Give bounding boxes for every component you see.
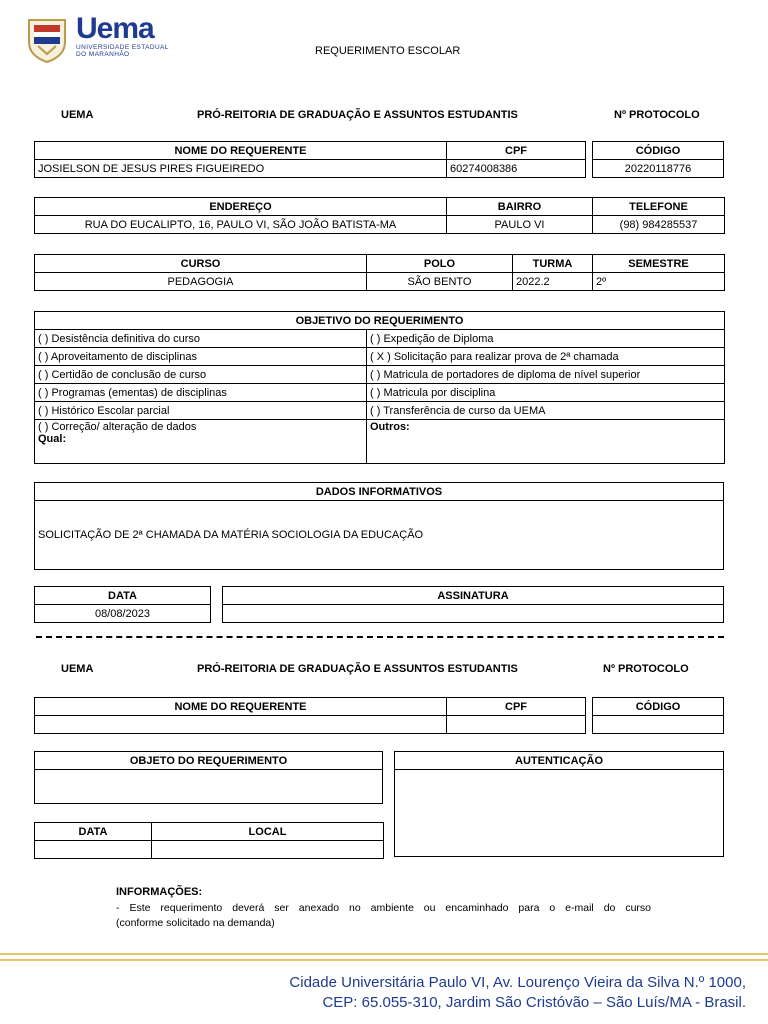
data-header: DATA — [35, 587, 211, 605]
header-protocol: Nº PROTOCOLO — [614, 109, 700, 121]
document-title: REQUERIMENTO ESCOLAR — [315, 45, 461, 57]
option-transferencia[interactable]: ( ) Transferência de curso da UEMA — [367, 402, 725, 420]
bairro-header: BAIRRO — [447, 198, 593, 216]
university-logo — [76, 14, 169, 58]
semestre-header: SEMESTRE — [593, 255, 725, 273]
option-certidao[interactable]: ( ) Certidão de conclusão de curso — [35, 366, 367, 384]
telefone-header: TELEFONE — [593, 198, 725, 216]
codigo-value[interactable]: 20220118776 — [593, 160, 724, 178]
option-programas[interactable]: ( ) Programas (ementas) de disciplinas — [35, 384, 367, 402]
data-value[interactable]: 08/08/2023 — [35, 605, 211, 623]
stub-cpf-value[interactable] — [447, 716, 586, 734]
curso-value[interactable]: PEDAGOGIA — [35, 273, 367, 291]
stub-header-protocol: Nº PROTOCOLO — [603, 663, 689, 675]
dados-text[interactable]: SOLICITAÇÃO DE 2ª CHAMADA DA MATÉRIA SOCIOLOGIA DA EDUCAÇÃO — [35, 501, 724, 570]
stub-cpf-header: CPF — [447, 698, 586, 716]
option-correcao-cell[interactable] — [35, 420, 367, 464]
requerente-table — [34, 141, 586, 178]
footer-divider-bottom — [0, 959, 768, 961]
stub-objeto-table — [34, 751, 383, 804]
outros-label[interactable]: Outros: — [367, 420, 725, 464]
info-line-2: (conforme solicitado na demanda) — [116, 917, 275, 929]
assinatura-value[interactable] — [223, 605, 724, 623]
logo-subtitle-2: DO MARANHÃO — [76, 51, 130, 58]
stub-data-local-table — [34, 822, 384, 859]
codigo-header: CÓDIGO — [593, 142, 724, 160]
stub-nome-header: NOME DO REQUERENTE — [35, 698, 447, 716]
footer-address — [289, 973, 746, 1013]
option-aproveitamento[interactable]: ( ) Aproveitamento de disciplinas — [35, 348, 367, 366]
endereco-table — [34, 197, 725, 234]
endereco-header: ENDEREÇO — [35, 198, 447, 216]
option-matricula-portadores[interactable]: ( ) Matricula de portadores de diploma de nível superior — [367, 366, 725, 384]
header-dept: PRÓ-REITORIA DE GRADUAÇÃO E ASSUNTOS ESTUDANTIS — [197, 109, 518, 121]
header-org: UEMA — [61, 109, 94, 121]
data-table — [34, 586, 211, 623]
option-matricula-disciplina[interactable]: ( ) Matricula por disciplina — [367, 384, 725, 402]
stub-data-value[interactable] — [35, 841, 152, 859]
turma-value[interactable]: 2022.2 — [513, 273, 593, 291]
cut-line — [36, 636, 724, 638]
codigo-table — [592, 141, 724, 178]
curso-header: CURSO — [35, 255, 367, 273]
info-line-1: - Este requerimento deverá ser anexado no ambiente ou encaminhado para o e-mail do curso — [116, 902, 651, 914]
info-title: INFORMAÇÕES: — [116, 886, 203, 898]
stub-autenticacao-value[interactable] — [395, 770, 724, 857]
nome-header: NOME DO REQUERENTE — [35, 142, 447, 160]
dados-title: DADOS INFORMATIVOS — [35, 483, 724, 501]
dados-table — [34, 482, 724, 570]
polo-header: POLO — [367, 255, 513, 273]
stub-header-dept: PRÓ-REITORIA DE GRADUAÇÃO E ASSUNTOS ESTUDANTIS — [197, 663, 518, 675]
endereco-value[interactable]: RUA DO EUCALIPTO, 16, PAULO VI, SÃO JOÃO BATISTA-MA — [35, 216, 447, 234]
curso-table — [34, 254, 725, 291]
polo-value[interactable]: SÃO BENTO — [367, 273, 513, 291]
stub-codigo-table — [592, 697, 724, 734]
stub-local-header: LOCAL — [152, 823, 384, 841]
stub-data-header: DATA — [35, 823, 152, 841]
footer-line-2: CEP: 65.055-310, Jardim São Cristóvão – São Luís/MA - Brasil. — [322, 994, 746, 1011]
objetivo-table — [34, 311, 725, 464]
stub-codigo-header: CÓDIGO — [593, 698, 724, 716]
university-seal-icon — [26, 16, 68, 64]
logo-name: Uema — [76, 12, 154, 45]
option-expedicao-diploma[interactable]: ( ) Expedição de Diploma — [367, 330, 725, 348]
assinatura-header: ASSINATURA — [223, 587, 724, 605]
stub-requerente-table — [34, 697, 586, 734]
logo-subtitle-1: UNIVERSIDADE ESTADUAL — [76, 44, 169, 51]
option-correcao: ( ) Correção/ alteração de dados — [38, 421, 197, 433]
footer-divider-top — [0, 953, 768, 955]
stub-local-value[interactable] — [152, 841, 384, 859]
stub-autenticacao-header: AUTENTICAÇÃO — [395, 752, 724, 770]
turma-header: TURMA — [513, 255, 593, 273]
stub-nome-value[interactable] — [35, 716, 447, 734]
telefone-value[interactable]: (98) 984285537 — [593, 216, 725, 234]
assinatura-table — [222, 586, 724, 623]
nome-value[interactable]: JOSIELSON DE JESUS PIRES FIGUEIREDO — [35, 160, 447, 178]
stub-header-org: UEMA — [61, 663, 94, 675]
stub-autenticacao-table — [394, 751, 724, 857]
semestre-value[interactable]: 2º — [593, 273, 725, 291]
stub-codigo-value[interactable] — [593, 716, 724, 734]
objetivo-title: OBJETIVO DO REQUERIMENTO — [35, 312, 725, 330]
option-historico[interactable]: ( ) Histórico Escolar parcial — [35, 402, 367, 420]
option-segunda-chamada[interactable]: ( X ) Solicitação para realizar prova de 2ª chamada — [367, 348, 725, 366]
cpf-header: CPF — [447, 142, 586, 160]
stub-objeto-header: OBJETO DO REQUERIMENTO — [35, 752, 383, 770]
qual-label: Qual: — [38, 433, 67, 445]
bairro-value[interactable]: PAULO VI — [447, 216, 593, 234]
footer-line-1: Cidade Universitária Paulo VI, Av. Lourenço Vieira da Silva N.º 1000, — [289, 974, 746, 991]
cpf-value[interactable]: 60274008386 — [447, 160, 586, 178]
option-desistencia[interactable]: ( ) Desistência definitiva do curso — [35, 330, 367, 348]
stub-objeto-value[interactable] — [35, 770, 383, 804]
